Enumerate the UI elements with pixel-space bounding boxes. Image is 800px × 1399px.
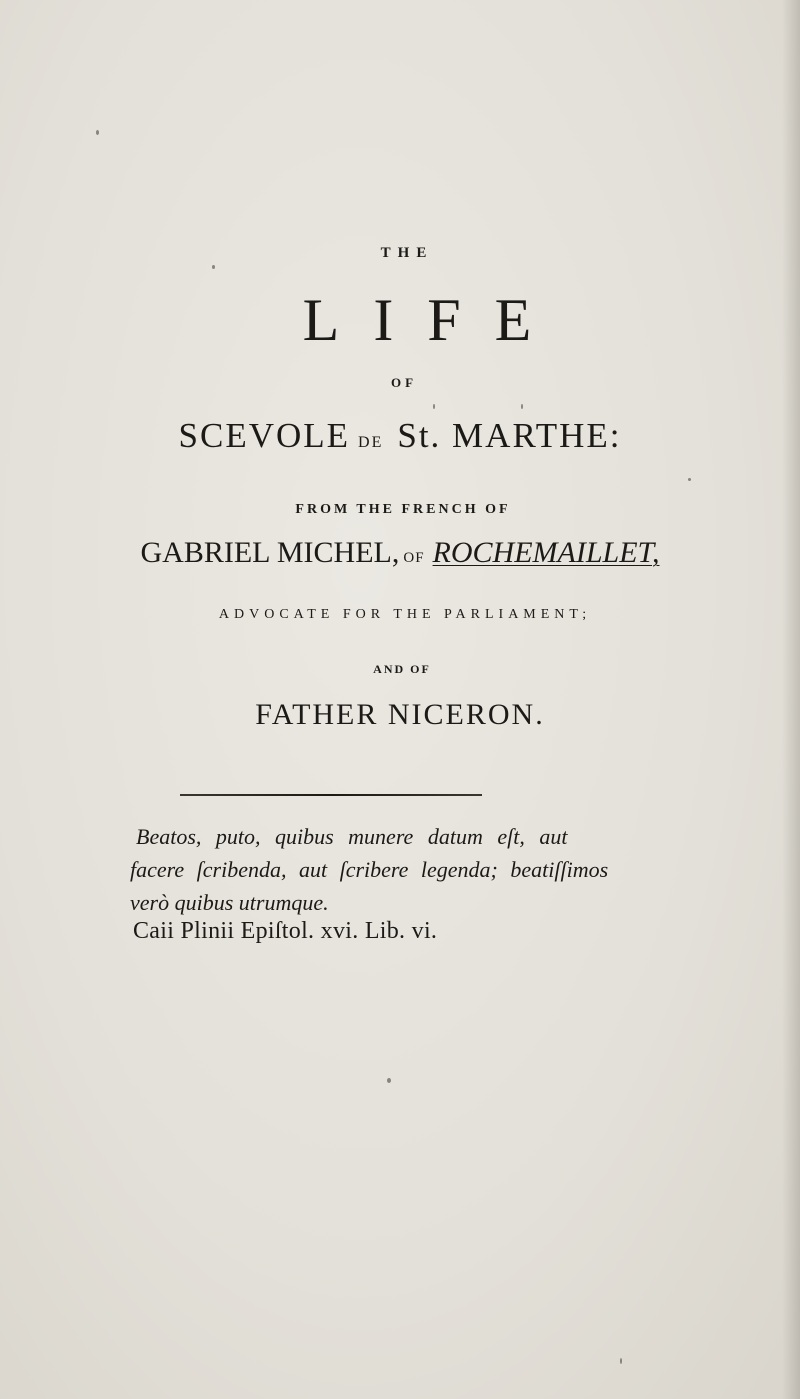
translator-line bbox=[0, 538, 800, 568]
epigraph-source: Caii Plinii Epiſtol. xvi. Lib. vi. bbox=[133, 918, 438, 944]
title-life: LIFE bbox=[302, 287, 566, 353]
subject-name-line bbox=[0, 418, 800, 453]
epigraph-line-3: verò quibus utrumque. bbox=[130, 890, 329, 915]
advocate-line: ADVOCATE FOR THE PARLIAMENT; bbox=[218, 607, 592, 622]
translator-name: GABRIEL MICHEL, bbox=[140, 536, 400, 569]
paper-speck bbox=[521, 404, 523, 409]
paper-speck bbox=[433, 404, 435, 409]
second-author: FATHER NICERON. bbox=[255, 698, 545, 731]
epigraph-line-1: Beatos, puto, quibus munere datum eſt, aut bbox=[136, 824, 568, 849]
paper-speck bbox=[212, 265, 215, 269]
subject-place: St. MARTHE: bbox=[397, 416, 622, 455]
translator-of: OF bbox=[403, 550, 425, 566]
subject-particle: DE bbox=[358, 434, 384, 451]
translator-place: ROCHEMAILLET, bbox=[432, 536, 660, 569]
divider-rule bbox=[180, 794, 482, 796]
subject-name: SCEVOLE bbox=[178, 416, 351, 455]
paper-speck bbox=[688, 478, 691, 481]
epigraph-line-2: facere ſcribenda, aut ſcribere legenda; beatiſſimos bbox=[130, 857, 609, 882]
paper-speck bbox=[387, 1078, 391, 1083]
epigraph bbox=[130, 820, 685, 919]
from-line: FROM THE FRENCH OF bbox=[295, 502, 511, 517]
paper-speck bbox=[96, 130, 99, 135]
and-of-line: AND OF bbox=[373, 662, 431, 676]
title-the: THE bbox=[380, 245, 434, 261]
title-of: OF bbox=[390, 375, 418, 390]
paper-speck bbox=[620, 1358, 622, 1364]
